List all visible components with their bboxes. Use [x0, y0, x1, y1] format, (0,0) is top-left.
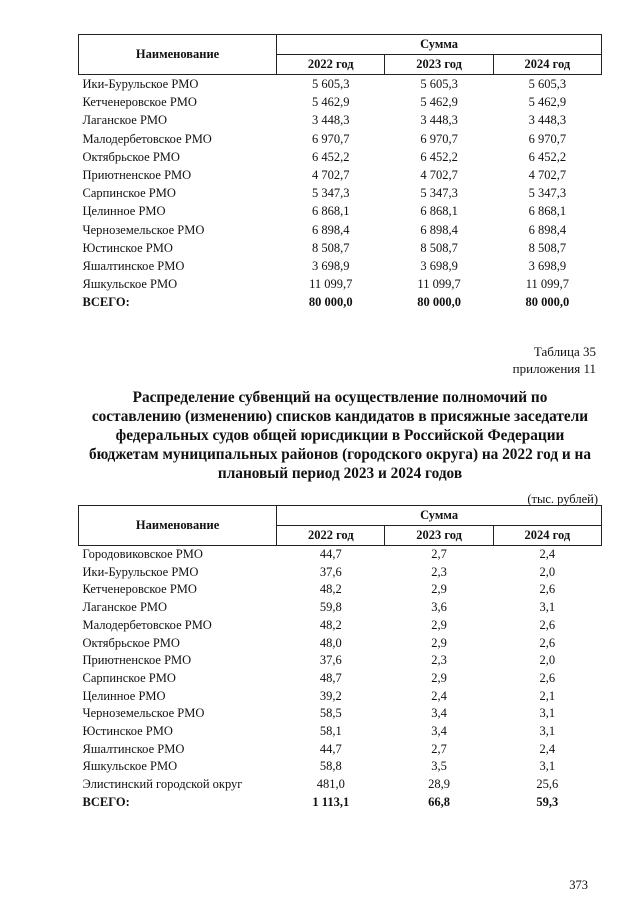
row-value: 48,0 — [319, 635, 342, 650]
row-label: Яшалтинское РМО — [82, 741, 185, 756]
row-value: 2,4 — [431, 688, 447, 703]
row-value: 59,8 — [319, 600, 342, 615]
subsidy-table-2 — [78, 505, 602, 812]
row-value: 6 452,2 — [312, 149, 350, 164]
row-label: ВСЕГО: — [82, 295, 130, 310]
table-row — [79, 599, 602, 617]
row-value: 58,1 — [319, 724, 342, 739]
row-value: 3,1 — [539, 724, 556, 739]
row-value: 2,4 — [539, 547, 556, 561]
table-row — [79, 652, 602, 670]
row-value: 4 702,7 — [312, 168, 350, 183]
table-row — [79, 93, 602, 111]
row-value: 3 698,9 — [312, 258, 350, 273]
header-year-2022: 2022 год — [277, 526, 385, 546]
row-value: 2,3 — [431, 564, 447, 579]
table-row — [79, 758, 602, 776]
row-value: 11 099,7 — [417, 277, 461, 292]
header-year-2023: 2023 год — [385, 526, 493, 546]
row-label: Малодербетовское РМО — [82, 617, 212, 632]
row-label: ВСЕГО: — [82, 794, 130, 809]
row-value: 6 898,4 — [528, 222, 567, 237]
row-value: 2,6 — [539, 617, 556, 632]
title-line: федеральных судов общей юрисдикции в Российской Федерации — [115, 427, 565, 444]
row-value: 2,9 — [431, 635, 447, 650]
row-label: Ики-Бурульское РМО — [82, 77, 199, 92]
row-value: 2,9 — [431, 582, 447, 597]
row-value: 8 508,7 — [420, 240, 458, 255]
row-value: 4 702,7 — [528, 168, 567, 183]
header-year-2024: 2024 год — [493, 55, 601, 75]
table-row — [79, 166, 602, 184]
page-number: 373 — [569, 878, 588, 892]
title-line: плановый период 2023 и 2024 годов — [217, 465, 463, 482]
row-value: 5 462,9 — [420, 95, 458, 110]
row-value: 2,1 — [539, 688, 556, 703]
row-value: 37,6 — [319, 653, 342, 668]
row-value: 3 448,3 — [528, 113, 567, 128]
row-value: 5 347,3 — [312, 186, 350, 201]
row-label: Лаганское РМО — [82, 600, 168, 615]
row-value: 3 448,3 — [420, 113, 458, 128]
row-value: 44,7 — [319, 547, 342, 561]
row-value: 8 508,7 — [312, 240, 350, 255]
row-label: Городовиковское РМО — [82, 547, 203, 561]
row-value: 4 702,7 — [420, 168, 458, 183]
row-value: 6 898,4 — [420, 222, 458, 237]
appendix-number: приложения 11 — [512, 361, 596, 376]
row-label: Черноземельское РМО — [82, 706, 205, 721]
row-label: Сарпинское РМО — [82, 670, 176, 685]
row-value: 6 898,4 — [312, 222, 350, 237]
table-row — [79, 670, 602, 688]
row-value: 5 462,9 — [528, 95, 567, 110]
row-label: Октябрьское РМО — [82, 149, 180, 164]
section-title — [70, 388, 610, 483]
table-row — [79, 111, 602, 129]
row-label: Кетченеровское РМО — [82, 95, 197, 110]
row-value: 6 452,2 — [420, 149, 458, 164]
row-value: 39,2 — [319, 688, 342, 703]
header-year-2024: 2024 год — [493, 526, 601, 546]
row-value: 6 868,1 — [420, 204, 458, 219]
row-label: Приютненское РМО — [82, 168, 192, 183]
row-value: 5 605,3 — [312, 77, 350, 92]
table-row — [79, 705, 602, 723]
table-body — [79, 75, 602, 312]
row-value: 3,5 — [431, 759, 447, 774]
row-value: 3,1 — [539, 706, 556, 721]
row-label: Лаганское РМО — [82, 113, 168, 128]
row-value: 2,0 — [539, 653, 556, 668]
title-line: Распределение субвенций на осуществление полномочий по — [132, 389, 548, 406]
row-value: 3,6 — [431, 600, 447, 615]
table-row — [79, 275, 602, 293]
total-row — [79, 794, 602, 812]
table-row — [79, 75, 602, 94]
row-value: 2,0 — [539, 564, 556, 579]
row-value: 3,4 — [431, 724, 447, 739]
row-value: 5 605,3 — [420, 77, 458, 92]
row-label: Черноземельское РМО — [82, 222, 205, 237]
table-row — [79, 741, 602, 759]
row-value: 5 347,3 — [528, 186, 567, 201]
table-row — [79, 723, 602, 741]
table-row — [79, 617, 602, 635]
row-value: 2,6 — [539, 635, 556, 650]
row-value: 2,4 — [539, 741, 556, 756]
row-value: 48,2 — [319, 582, 342, 597]
row-value: 6 868,1 — [528, 204, 567, 219]
row-value: 48,7 — [319, 670, 342, 685]
table-row — [79, 776, 602, 794]
row-value: 2,3 — [431, 653, 447, 668]
row-label: Ики-Бурульское РМО — [82, 564, 199, 579]
table-body — [79, 546, 602, 812]
header-sum: Сумма — [277, 35, 602, 55]
row-value: 6 868,1 — [312, 204, 350, 219]
row-value: 5 347,3 — [420, 186, 458, 201]
row-value: 48,2 — [319, 617, 342, 632]
row-value: 80 000,0 — [417, 295, 461, 310]
table-reference — [513, 343, 596, 377]
table-row — [79, 546, 602, 564]
title-line: бюджетам муниципальных районов (городского округа) на 2022 год и на — [89, 446, 591, 463]
table-row — [79, 184, 602, 202]
table-row — [79, 148, 602, 166]
row-label: Сарпинское РМО — [82, 186, 176, 201]
row-value: 8 508,7 — [528, 240, 567, 255]
row-label: Элистинский городской округ — [82, 777, 243, 792]
row-value: 1 113,1 — [312, 794, 350, 809]
table-row — [79, 130, 602, 148]
row-value: 6 970,7 — [528, 131, 567, 146]
row-value: 11 099,7 — [309, 277, 353, 292]
row-value: 28,9 — [428, 777, 450, 792]
row-label: Октябрьское РМО — [82, 635, 180, 650]
header-year-2022: 2022 год — [277, 55, 385, 75]
row-value: 2,7 — [431, 741, 447, 756]
row-label: Приютненское РМО — [82, 653, 192, 668]
row-value: 11 099,7 — [525, 277, 569, 292]
row-value: 37,6 — [319, 564, 342, 579]
table-row — [79, 635, 602, 653]
row-value: 66,8 — [428, 794, 450, 809]
row-value: 2,6 — [539, 582, 556, 597]
row-value: 3,4 — [431, 706, 447, 721]
header-sum: Сумма — [277, 506, 602, 526]
row-value: 44,7 — [319, 741, 342, 756]
row-label: Яшкульское РМО — [82, 759, 178, 774]
row-value: 59,3 — [536, 794, 559, 809]
row-value: 3 698,9 — [420, 258, 458, 273]
row-value: 58,5 — [319, 706, 342, 721]
row-value: 3,1 — [539, 759, 556, 774]
header-name: Наименование — [79, 506, 277, 546]
row-label: Целинное РМО — [82, 204, 166, 219]
row-value: 3 448,3 — [312, 113, 350, 128]
row-value: 25,6 — [536, 777, 559, 792]
row-value: 481,0 — [316, 777, 345, 792]
row-label: Яшкульское РМО — [82, 277, 178, 292]
table-row — [79, 257, 602, 275]
table-row — [79, 202, 602, 220]
table-row — [79, 581, 602, 599]
title-line: составлению (изменению) списков кандидатов в присяжные заседатели — [91, 408, 589, 425]
row-value: 3,1 — [539, 600, 556, 615]
row-value: 5 462,9 — [312, 95, 350, 110]
total-row — [79, 293, 602, 311]
table-row — [79, 221, 602, 239]
row-value: 3 698,9 — [528, 258, 567, 273]
row-label: Целинное РМО — [82, 688, 166, 703]
row-value: 2,9 — [431, 617, 447, 632]
row-value: 58,8 — [319, 759, 342, 774]
row-label: Юстинское РМО — [82, 724, 173, 739]
table-number: Таблица 35 — [533, 344, 596, 359]
table-row — [79, 688, 602, 706]
units-label: (тыс. рублей) — [527, 492, 598, 506]
row-label: Кетченеровское РМО — [82, 582, 197, 597]
row-value: 6 970,7 — [312, 131, 350, 146]
row-value: 2,9 — [431, 670, 447, 685]
row-value: 6 452,2 — [528, 149, 567, 164]
table-row — [79, 239, 602, 257]
row-value: 80 000,0 — [308, 295, 353, 310]
row-value: 2,7 — [431, 547, 447, 561]
row-value: 5 605,3 — [528, 77, 567, 92]
row-label: Малодербетовское РМО — [82, 131, 212, 146]
row-label: Яшалтинское РМО — [82, 258, 185, 273]
row-value: 2,6 — [539, 670, 556, 685]
header-name: Наименование — [79, 35, 277, 75]
table-row — [79, 564, 602, 582]
header-year-2023: 2023 год — [385, 55, 493, 75]
row-value: 6 970,7 — [420, 131, 458, 146]
row-value: 80 000,0 — [525, 295, 570, 310]
subsidy-table-1 — [78, 34, 602, 311]
row-label: Юстинское РМО — [82, 240, 173, 255]
